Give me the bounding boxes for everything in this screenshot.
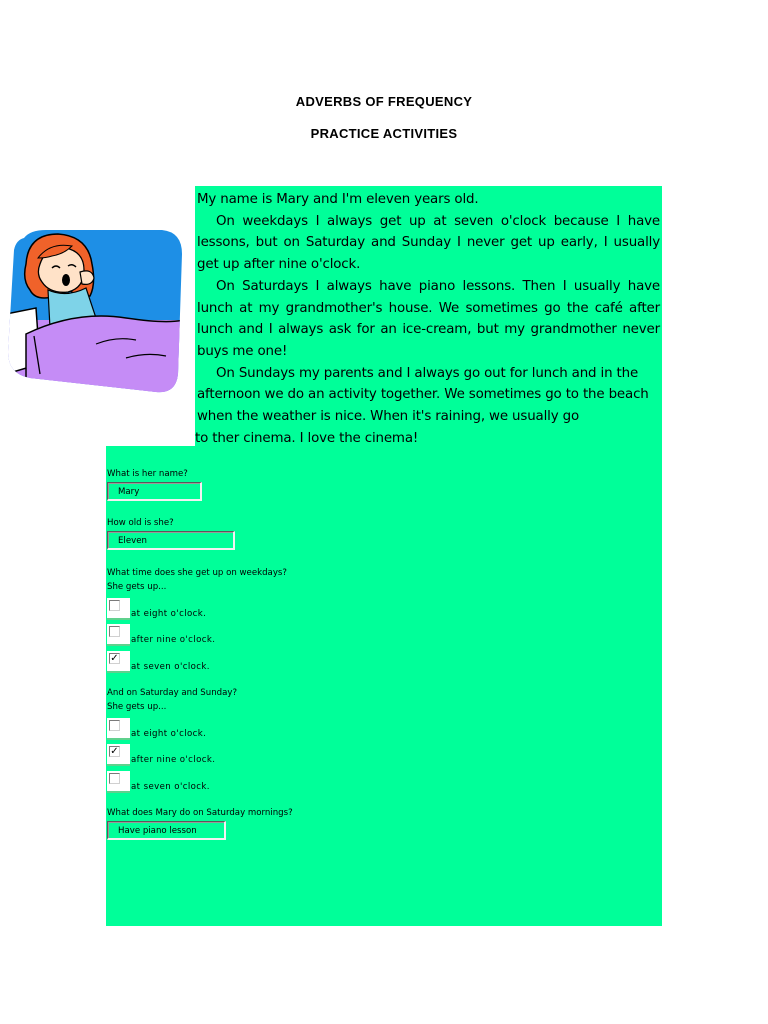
option-label: after nine o'clock.: [131, 635, 216, 645]
question-age: How old is she?: [107, 518, 174, 528]
option-label: after nine o'clock.: [131, 755, 216, 765]
checkbox[interactable]: [109, 626, 120, 637]
story-text: [197, 189, 660, 449]
question-name: What is her name?: [107, 469, 188, 479]
question-saturday-morning: What does Mary do on Saturday mornings?: [107, 808, 293, 818]
checkbox[interactable]: [109, 773, 120, 784]
story-paragraph-weekdays: On weekdays I always get up at seven o'clock because I have lessons, but on Saturday and Sunday I never get up early, I usually get up after nine o'clock.: [197, 213, 660, 273]
quiz-panel: [106, 446, 662, 926]
worksheet-title: ADVERBS OF FREQUENCY: [295, 94, 473, 109]
weekday-option-seven[interactable]: [107, 651, 307, 673]
weekend-option-seven[interactable]: [107, 771, 307, 793]
weekend-option-after-nine[interactable]: [107, 744, 307, 766]
option-label: at eight o'clock.: [131, 609, 207, 619]
weekday-option-eight[interactable]: [107, 598, 307, 620]
story-intro: My name is Mary and I'm eleven years old.: [197, 192, 479, 207]
checkbox-checked[interactable]: ✓: [110, 653, 119, 664]
story-paragraph-sundays: On Sundays my parents and I always go out for lunch and in the afternoon we do an activity together. We sometimes go to the beach when the weather is nice. When it's raining, we usually go: [197, 365, 649, 425]
answer-saturday-field[interactable]: Have piano lesson: [107, 821, 226, 840]
worksheet-subtitle: PRACTICE ACTIVITIES: [310, 126, 458, 141]
option-label: at seven o'clock.: [131, 782, 210, 792]
story-paragraph-saturdays: On Saturdays I always have piano lessons. Then I usually have lunch at my grandmother's house. We sometimes go the café after lunch and I always ask for an ice-cream, but my grandmother never buys me one!: [197, 278, 660, 359]
question-weekday-stem: She gets up...: [107, 582, 167, 592]
girl-waking-up-illustration: [6, 224, 184, 396]
weekend-option-eight[interactable]: [107, 718, 307, 740]
answer-name-field[interactable]: Mary: [107, 482, 202, 501]
weekday-option-after-nine[interactable]: [107, 624, 307, 646]
checkbox-checked[interactable]: ✓: [110, 746, 119, 757]
checkbox[interactable]: [109, 720, 120, 731]
question-weekday-time: What time does she get up on weekdays?: [107, 568, 287, 578]
question-weekend-time: And on Saturday and Sunday?: [107, 688, 238, 698]
answer-age-field[interactable]: Eleven: [107, 531, 235, 550]
option-label: at seven o'clock.: [131, 662, 210, 672]
question-weekend-stem: She gets up...: [107, 702, 167, 712]
story-paragraph-sundays-end: to ther cinema. I love the cinema!: [195, 430, 419, 446]
option-label: at eight o'clock.: [131, 729, 207, 739]
checkbox[interactable]: [109, 600, 120, 611]
